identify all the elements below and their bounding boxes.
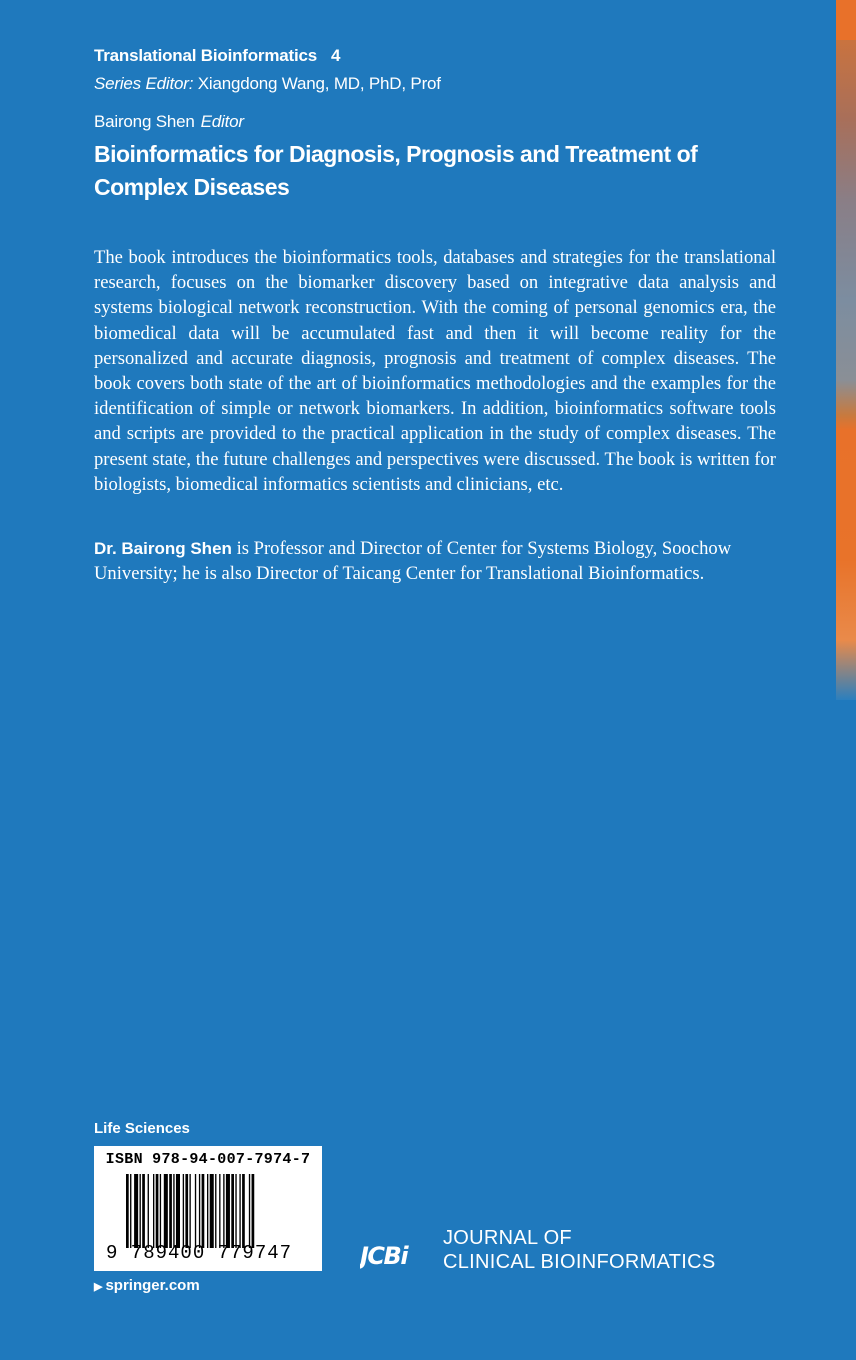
barcode-bar (140, 1174, 141, 1248)
triangle-right-icon: ▶ (94, 1281, 103, 1293)
barcode-number: 9 789400 779747 (106, 1242, 293, 1264)
barcode-bar (130, 1174, 131, 1248)
barcode-bar (134, 1174, 138, 1248)
bio-text: is Professor and Director of Center for Systems Biology, Soochow University; he is also Director of Taicang Center for Translational Bioinformatics. (94, 538, 732, 585)
barcode-bar (195, 1174, 196, 1248)
barcode-bar (164, 1174, 168, 1248)
barcode-bar (173, 1174, 174, 1248)
barcode-bar (235, 1174, 236, 1248)
barcode-bar (239, 1174, 240, 1248)
publisher-link[interactable] (94, 1277, 200, 1294)
series-line (94, 46, 340, 66)
publisher-website: springer.com (105, 1277, 200, 1294)
barcode-bar (189, 1174, 190, 1248)
subject-category: Life Sciences (94, 1120, 190, 1137)
spine-color-strip (836, 0, 856, 700)
author-line (94, 112, 244, 132)
barcode-bar (226, 1174, 230, 1248)
series-editor-line (94, 74, 441, 94)
bio-name: Dr. Bairong Shen (94, 539, 232, 558)
barcode-bar (142, 1174, 145, 1248)
book-title: Bioinformatics for Diagnosis, Prognosis and Treatment of Complex Diseases (94, 141, 698, 200)
author-role: Editor (200, 112, 244, 131)
journal-logo-text: JCBi (360, 1242, 408, 1270)
series-volume: 4 (331, 46, 341, 65)
author-name: Bairong Shen (94, 112, 195, 131)
barcode-bar (160, 1174, 161, 1248)
barcode-bar (215, 1174, 216, 1248)
barcode-bar (176, 1174, 180, 1248)
barcode-bar (156, 1174, 159, 1248)
journal-name-line2: CLINICAL BIOINFORMATICS (443, 1251, 716, 1273)
barcode-bar (249, 1174, 250, 1248)
isbn-text: ISBN 978-94-007-7974-7 (105, 1151, 311, 1168)
barcode-bar (126, 1174, 129, 1248)
journal-name-line1: JOURNAL OF (443, 1227, 572, 1249)
barcode-bar (153, 1174, 154, 1248)
series-editor-label: Series Editor: (94, 74, 194, 93)
barcode-bar (202, 1174, 205, 1248)
barcode-bar (219, 1174, 220, 1248)
series-editor-name: Xiangdong Wang, MD, PhD, Prof (197, 74, 441, 93)
journal-logo (360, 1236, 422, 1270)
barcode-bar (183, 1174, 184, 1248)
series-name: Translational Bioinformatics (94, 46, 318, 65)
barcode-bar (169, 1174, 172, 1248)
barcode-panel (94, 1146, 322, 1271)
barcode-bar (185, 1174, 188, 1248)
barcode-bar (231, 1174, 234, 1248)
barcode-bar (207, 1174, 208, 1248)
barcode-bar (199, 1174, 200, 1248)
journal-name (443, 1226, 716, 1274)
barcode-bar (252, 1174, 255, 1248)
book-description: The book introduces the bioinformatics tools, databases and strategies for the translational research, focuses on the biomarker discovery based on integrative data analysis and systems biological network reconstruction. With the coming of personal genomics era, the biomedical data will be accumulated fast and then it will become reality for the personalized and accurate diagnosis, prognosis and treatment of complex diseases. The book covers both state of the art of bioinformatics methodologies and the examples for the identification of simple or network biomarkers. In addition, bioinformatics software tools and scripts are provided to the practical application in the study of complex diseases. The present state, the future challenges and perspectives were discussed. The book is written for biologists, biomedical informatics scientists and clinicians, etc. (94, 247, 776, 495)
barcode-bar (242, 1174, 245, 1248)
barcode-bar (148, 1174, 149, 1248)
author-bio (94, 536, 776, 586)
barcode-bar (210, 1174, 214, 1248)
barcode-image (126, 1174, 296, 1248)
barcode-bar (223, 1174, 224, 1248)
